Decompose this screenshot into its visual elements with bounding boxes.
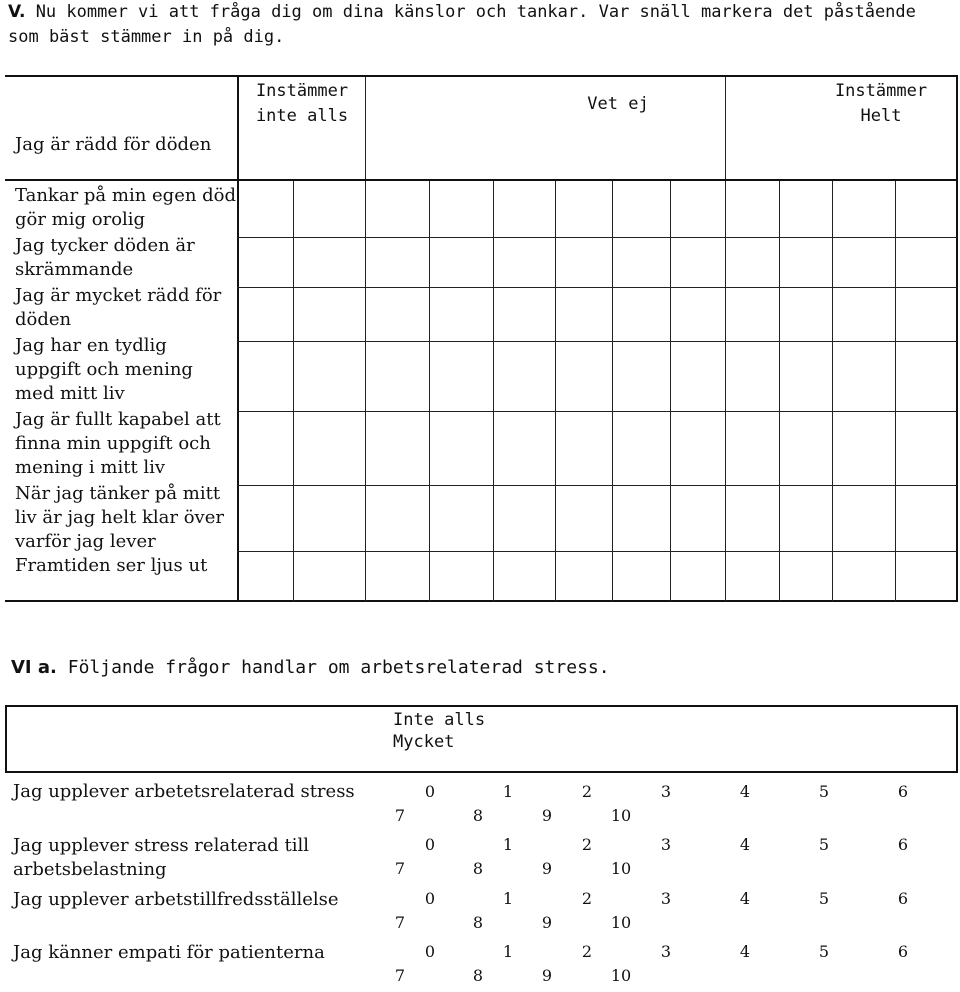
scale-options-1a [5,780,958,804]
scale-low-label: Inte alls [393,710,486,730]
scale-option[interactable]: 2 [581,889,593,908]
scale-option[interactable]: 8 [472,859,484,878]
scale-option[interactable]: 10 [610,859,632,878]
scale-option[interactable]: 5 [818,889,830,908]
scale-option[interactable]: 7 [394,806,406,825]
question-4: Jag känner empati för patienterna [13,942,325,963]
scale-option[interactable]: 8 [472,806,484,825]
scale-options-1b [5,804,958,828]
scale-option[interactable]: 3 [660,889,672,908]
scale-options-2a [5,833,958,857]
scale-options-3b [5,911,958,935]
scale-option[interactable]: 8 [472,913,484,932]
scale-option[interactable]: 9 [541,966,553,985]
scale-option[interactable]: 1 [502,942,514,961]
scale-option[interactable]: 1 [502,889,514,908]
section-vi-title [11,656,610,680]
scale-option[interactable]: 0 [424,782,436,801]
scale-option[interactable]: 9 [541,913,553,932]
question-1: Jag upplever arbetetsrelaterad stress [13,781,355,802]
scale-option[interactable]: 5 [818,782,830,801]
scale-option[interactable]: 3 [660,942,672,961]
statement-6: Jag är fullt kapabel att finna min uppgift och mening i mitt liv [15,409,221,478]
scale-options-3a [5,887,958,911]
scale-option[interactable]: 6 [897,942,909,961]
scale-option[interactable]: 6 [897,835,909,854]
scale-option[interactable]: 6 [897,782,909,801]
section-v-intro [8,0,948,50]
scale-option[interactable]: 2 [581,782,593,801]
scale-option[interactable]: 1 [502,782,514,801]
scale-option[interactable]: 7 [394,966,406,985]
scale-option[interactable]: 7 [394,913,406,932]
scale-option[interactable]: 10 [610,806,632,825]
scale-option[interactable]: 3 [660,782,672,801]
scale-option[interactable]: 4 [739,889,751,908]
scale-option[interactable]: 0 [424,889,436,908]
scale-option[interactable]: 0 [424,835,436,854]
section-vi-text: Följande frågor handlar om arbetsrelaterad stress. [67,657,610,678]
scale-option[interactable]: 9 [541,859,553,878]
stress-rating-table [5,705,958,992]
scale-option[interactable]: 5 [818,835,830,854]
scale-options-4b [5,964,958,988]
header-agree: Instämmer Helt [834,81,928,126]
scale-options-4a [5,940,958,964]
statement-7: När jag tänker på mitt liv är jag helt klar över varför jag lever [15,483,224,552]
section-v-number: V. [8,2,26,22]
section-v-text: Nu kommer vi att fråga dig om dina känslor och tankar. Var snäll markera det påstående som bäst stämmer in på dig. [8,2,916,47]
scale-option[interactable]: 8 [472,966,484,985]
statement-2: Tankar på min egen död gör mig orolig [15,185,237,230]
header-dont-know: Vet ej [587,94,649,114]
statement-3: Jag tycker döden är skrämmande [15,235,195,280]
question-3: Jag upplever arbetstillfredsställelse [13,889,339,910]
feelings-rating-table [5,75,958,602]
statement-5: Jag har en tydlig uppgift och mening med mitt liv [15,335,193,404]
scale-option[interactable]: 2 [581,835,593,854]
scale-options-2b [5,857,958,881]
scale-option[interactable]: 3 [660,835,672,854]
header-disagree: Instämmer inte alls [255,81,349,126]
statement-1: Jag är rädd för döden [15,134,212,155]
scale-option[interactable]: 5 [818,942,830,961]
question-2: Jag upplever stress relaterad till arbetsbelastning [13,835,310,880]
statement-8: Framtiden ser ljus ut [15,555,208,576]
scale-option[interactable]: 6 [897,889,909,908]
scale-option[interactable]: 1 [502,835,514,854]
scale-option[interactable]: 10 [610,966,632,985]
scale-option[interactable]: 0 [424,942,436,961]
scale-option[interactable]: 4 [739,942,751,961]
scale-high-label: Mycket [393,732,455,752]
scale-option[interactable]: 2 [581,942,593,961]
section-vi-number: VI a. [11,657,57,678]
scale-option[interactable]: 4 [739,835,751,854]
scale-option[interactable]: 7 [394,859,406,878]
scale-option[interactable]: 9 [541,806,553,825]
scale-option[interactable]: 4 [739,782,751,801]
statement-4: Jag är mycket rädd för döden [15,285,222,330]
scale-option[interactable]: 10 [610,913,632,932]
